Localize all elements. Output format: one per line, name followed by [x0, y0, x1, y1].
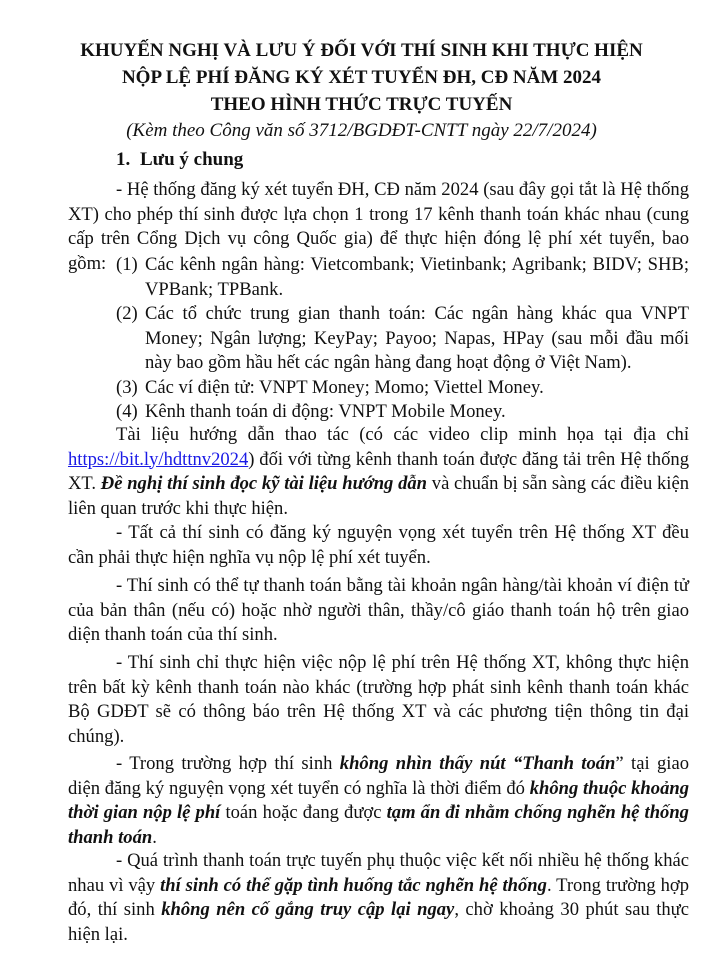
section-title: Lưu ý chung — [140, 149, 244, 170]
section-number: 1. — [116, 149, 131, 170]
paragraph-text: . Trong trường hợp đó, thí sinh — [68, 874, 689, 920]
title-line-1: KHUYẾN NGHỊ VÀ LƯU Ý ĐỐI VỚI THÍ SINH KHI THỰC HIỆN — [80, 40, 643, 61]
list-item-number: (1) — [116, 254, 138, 275]
list-item — [116, 400, 689, 425]
paragraph-emphasis: không nên cố gắng truy cập lại ngay — [161, 899, 455, 920]
payment-button-paragraph — [68, 752, 689, 850]
paragraph-text: ” tại giao diện đăng ký nguyện vọng xét tuyển có nghĩa là thời điểm đó — [68, 753, 690, 799]
paragraph-text: - Thí sinh có thể tự thanh toán bằng tài khoản ngân hàng/tài khoản ví điện tử của bản thân (nếu có) hoặc nhờ người thân, thầy/cô giáo thanh toán hộ trên giao diện thanh toán của thí sinh. — [68, 575, 689, 645]
paragraph-emphasis: tạm ẩn đi nhằm chống nghẽn hệ thống thanh toán — [68, 802, 689, 848]
paragraph-text: , chờ khoảng 30 phút sau thực hiện lại. — [68, 899, 689, 945]
self-payment-paragraph — [68, 574, 689, 648]
paragraph-emphasis: thí sinh có thể gặp tình huống tắc nghẽn hệ thống — [160, 874, 547, 896]
paragraph-emphasis: không nhìn thấy nút “Thanh toán — [339, 753, 616, 774]
guide-text: Tài liệu hướng dẫn thao tác (có các video clip minh họa tại địa chỉ — [116, 424, 689, 445]
paragraph-text: - Tất cả thí sinh có đăng ký nguyện vọng xét tuyển trên Hệ thống XT đều cần phải thực hiện nghĩa vụ nộp lệ phí xét tuyển. — [68, 522, 689, 568]
paragraph-text: toán hoặc đang được — [220, 802, 387, 823]
list-item-text: Các ví điện tử: VNPT Money; Momo; Viettel Money. — [145, 376, 544, 398]
list-item-text: Kênh thanh toán di động: VNPT Mobile Money. — [145, 401, 506, 422]
list-item-text: Các kênh ngân hàng: Vietcombank; Vietinbank; Agribank; BIDV; SHB; VPBank; TPBank. — [145, 254, 689, 300]
title-line-2: NỘP LỆ PHÍ ĐĂNG KÝ XÉT TUYỂN ĐH, CĐ NĂM 2024 — [121, 67, 602, 88]
paragraph-text: . — [152, 826, 157, 848]
paragraph-text: - Thí sinh chỉ thực hiện việc nộp lệ phí trên Hệ thống XT, không thực hiện trên bất kỳ kênh thanh toán nào khác (trường hợp phát sinh kênh thanh toán khác Bộ GDĐT sẽ có thông báo trên Hệ thống XT và các phương tiện thông tin đại chúng). — [68, 652, 689, 747]
paragraph-emphasis: không thuộc khoảng thời gian nộp lệ phí — [68, 777, 690, 823]
list-item-number: (2) — [116, 303, 138, 324]
list-item-text: Các tổ chức trung gian thanh toán: Các ngân hàng khác qua VNPT Money; Ngân lượng; KeyPay; Payoo; Napas, HPay (sau mỗi đầu mối này bao gồm hầu hết các ngân hàng đang hoạt động ở Việt Nam). — [145, 303, 689, 373]
paragraph-text: - Quá trình thanh toán trực tuyến phụ thuộc việc kết nối nhiều hệ thống khác nhau vì vậy — [68, 850, 689, 896]
list-item — [116, 376, 689, 401]
intro-text: - Hệ thống đăng ký xét tuyển ĐH, CĐ năm 2024 (sau đây gọi tắt là Hệ thống XT) cho phép thí sinh được lựa chọn 1 trong 17 kênh thanh toán khác nhau (cung cấp trên Cổng Dịch vụ công Quốc gia) để thực hiện đóng lệ phí xét tuyển, bao gồm: — [68, 179, 689, 274]
guide-text: và chuẩn bị sẵn sàng các điều kiện liên quan trước khi thực hiện. — [68, 473, 690, 519]
guide-emphasis: Đề nghị thí sinh đọc kỹ tài liệu hướng dẫn — [100, 473, 428, 494]
list-item-number: (3) — [116, 376, 138, 398]
congestion-paragraph — [68, 849, 689, 947]
document-subtitle: (Kèm theo Công văn số 3712/BGDĐT-CNTT ngày 22/7/2024) — [126, 120, 597, 141]
list-item-number: (4) — [116, 401, 138, 422]
list-item — [116, 302, 689, 376]
paragraph-text: - Trong trường hợp thí sinh — [116, 753, 340, 774]
payment-channel-list — [116, 253, 689, 425]
list-item — [116, 253, 689, 302]
only-system-paragraph — [68, 651, 689, 749]
all-candidates-paragraph — [68, 521, 689, 570]
guide-link[interactable]: https://bit.ly/hdttnv2024 — [68, 448, 249, 470]
section-heading — [116, 149, 243, 171]
guide-paragraph — [68, 423, 689, 521]
title-line-3: THEO HÌNH THỨC TRỰC TUYẾN — [210, 94, 513, 115]
guide-text: ) đối với từng kênh thanh toán được đăng tải trên Hệ thống XT. — [68, 448, 689, 494]
